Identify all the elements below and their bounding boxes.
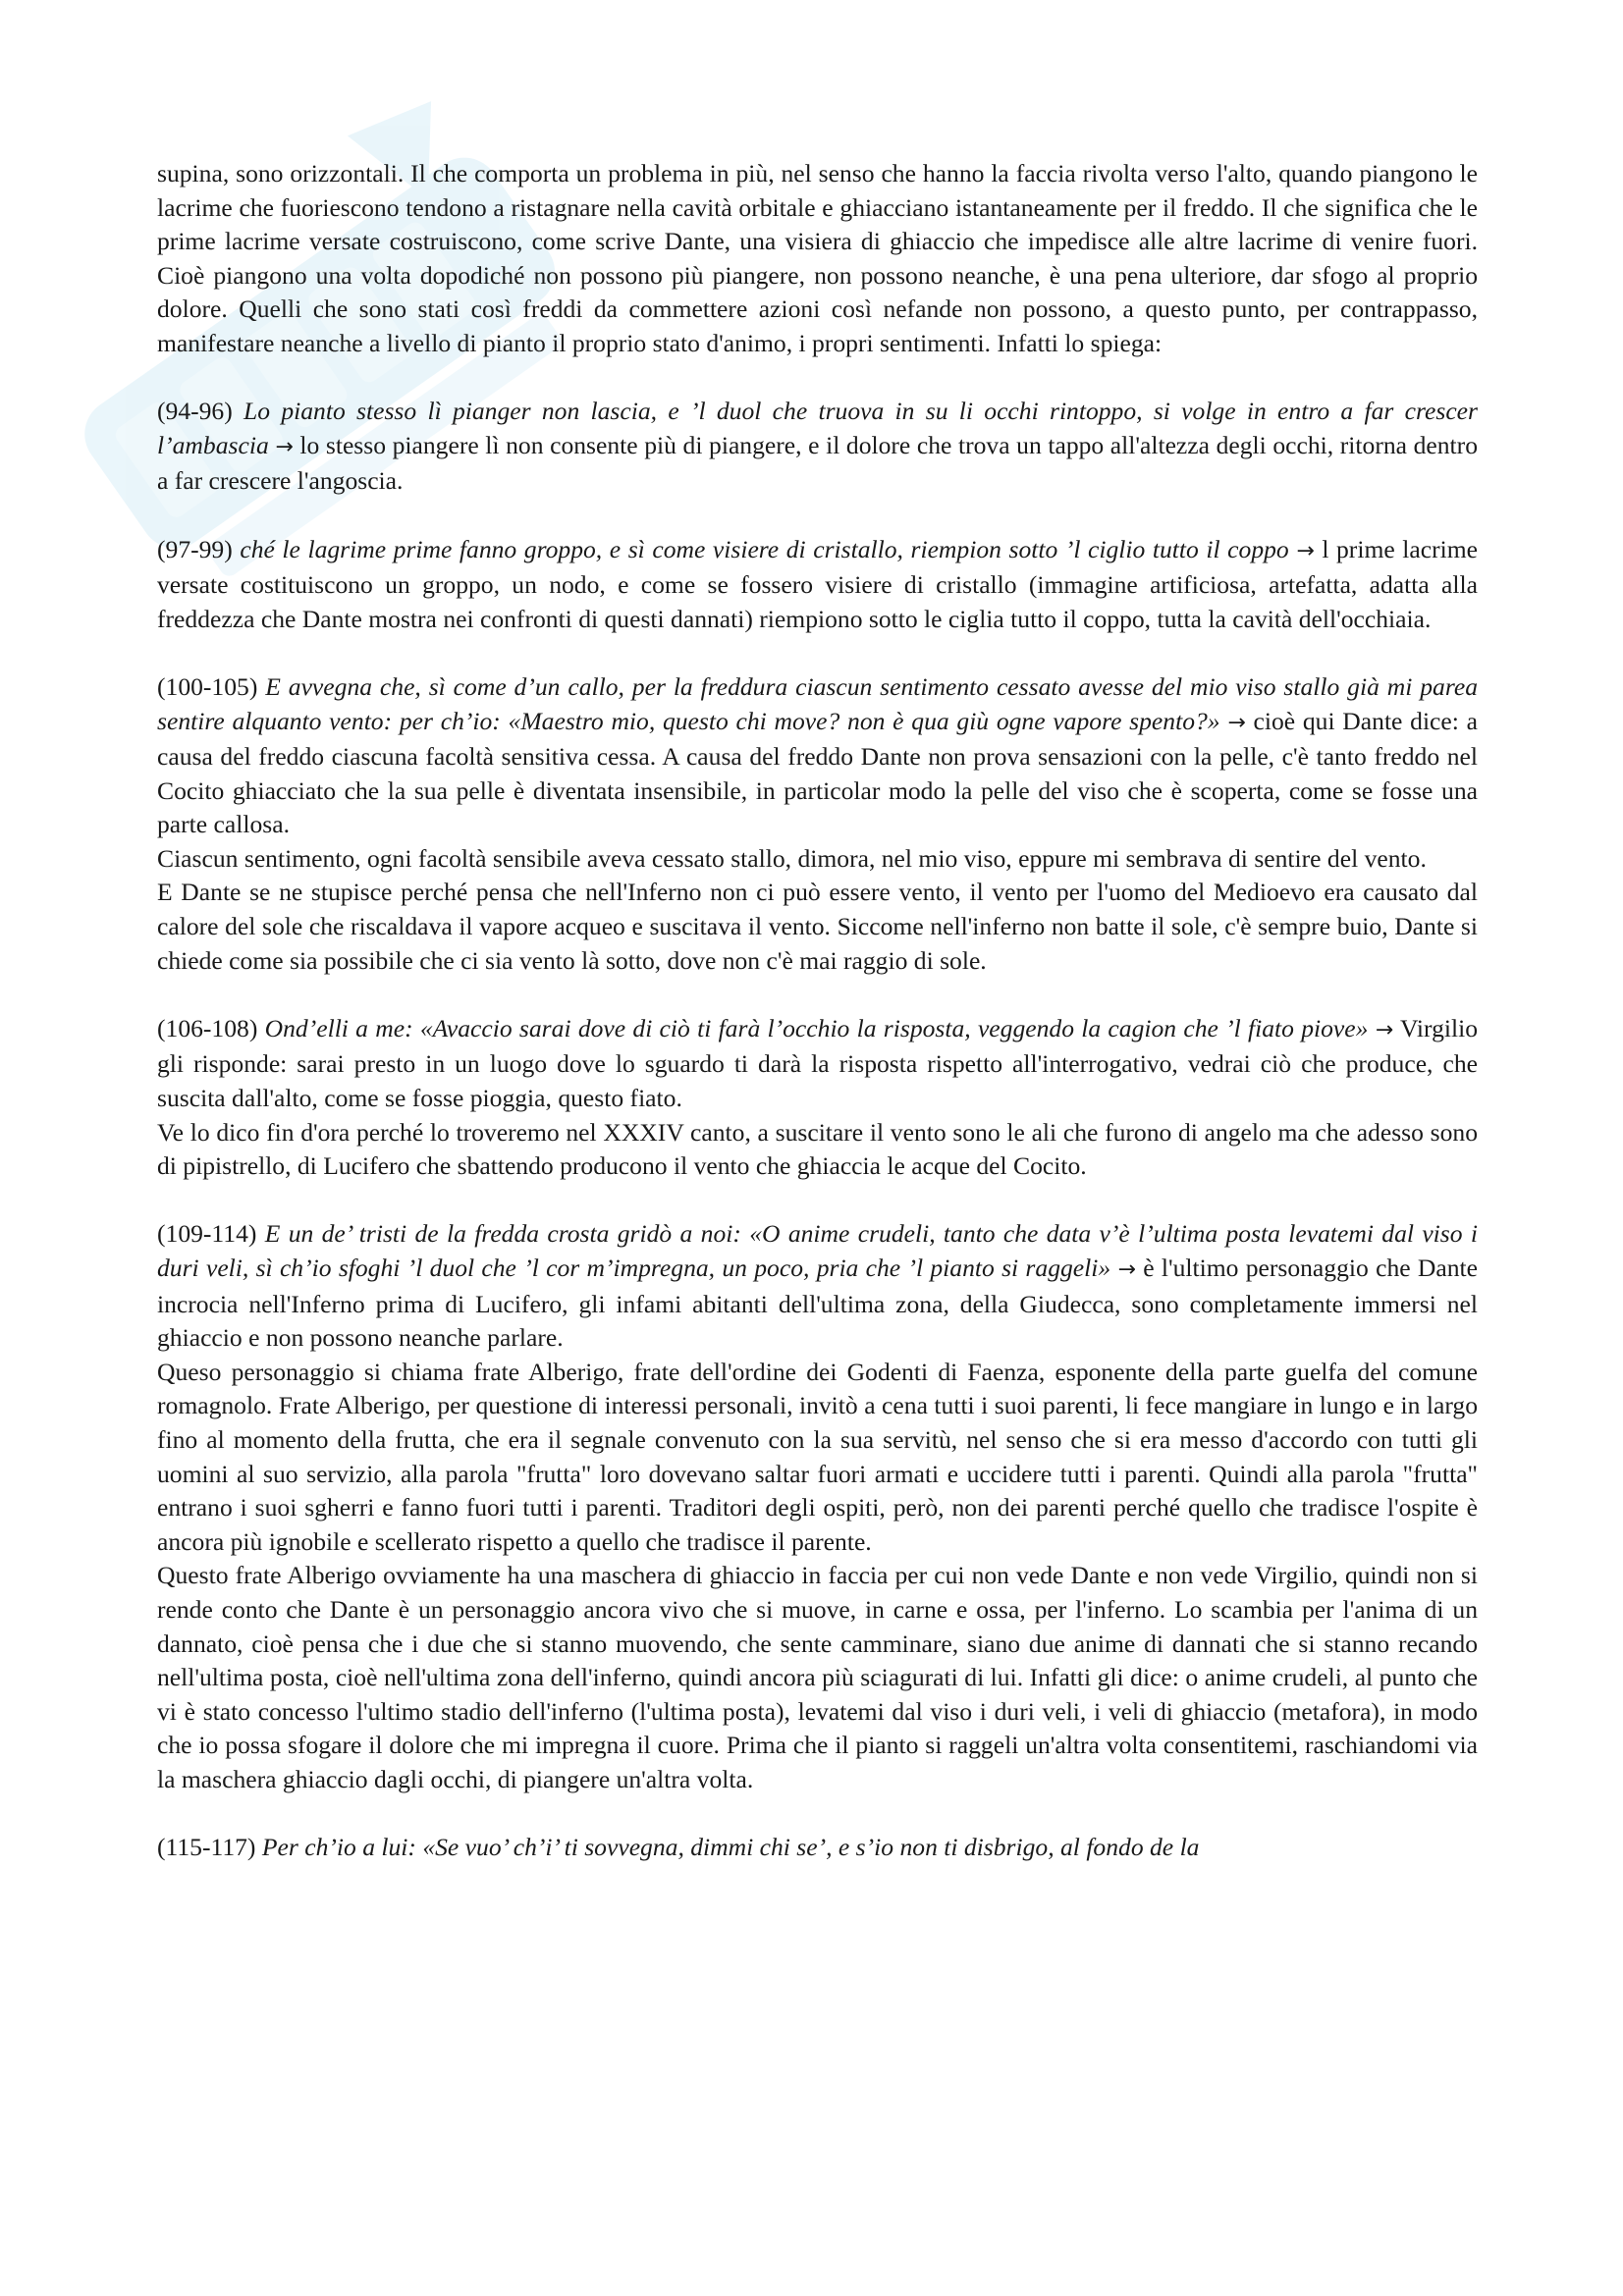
paragraph-text: supina, sono orizzontali. Il che comporta un problema in più, nel senso che hanno la faccia rivolta verso l'alto, quando piangono le lacrime che fuoriescono tendono a ristagnare nella cavità orbitale e ghiacciano istantaneamente per il freddo. Il che significa che le prime lacrime versate costruiscono, come scrive Dante, una visiera di ghiaccio che impedisce alle altre lacrime di venire fuori. Cioè piangono una volta dopodiché non possono più piangere, non possono neanche, è una pena ulteriore, dar sfogo al proprio dolore. Quelli che sono stati così freddi da commettere azioni così nefande non possono, a questo punto, per contrappasso, manifestare neanche a livello di pianto il proprio stato d'animo, i propri sentimenti. Infatti lo spiega: (157, 159, 1478, 357)
verse-paragraph (157, 1012, 1478, 1116)
verse-quote: Lo pianto stesso lì pianger non lascia, e ’l duol che truova in su li occhi rintoppo, si volge in entro a far crescer l’ambascia (157, 397, 1478, 459)
commentary-line: Ve lo dico fin d'ora perché lo troveremo nel XXXIV canto, a suscitare il vento sono le ali che furono di angelo ma che adesso sono di pipistrello, di Lucifero che sbattendo producono il vento che ghiaccia le acque del Cocito. (157, 1117, 1478, 1181)
verse-quote: ché le lagrime prime fanno groppo, e sì come visiere di cristallo, riempion sotto ’l ciglio tutto il coppo (240, 534, 1289, 563)
commentary-line: Questo frate Alberigo ovviamente ha una maschera di ghiaccio in faccia per cui non vede Dante e non vede Virgilio, quindi non si rende conto che Dante è un personaggio ancora vivo che si muove, in carne e ossa, per l'inferno. Lo scambia per l'anima di un dannato, cioè pensa che i due che si stanno muovendo, che sente camminare, siano due anime di dannati che si stanno recando nell'ultima posta, cioè nell'ultima zona dell'inferno, quindi ancora più sciagurati di lui. Infatti gli dice: o anime crudeli, al punto che vi è stato concesso l'ultimo stadio dell'inferno (l'ultima posta), levatemi dal viso i duri veli, i veli di ghiaccio (metafora), in modo che io possa sfogare il dolore che mi impregna il cuore. Prima che il pianto si raggeli un'altra volta consentitemi, raschiandomi via la maschera ghiaccio dagli occhi, di piangere un'altra volta. (157, 1561, 1478, 1793)
verse-gloss: è l'ultimo personaggio che Dante incrocia nell'Inferno prima di Lucifero, gli infami abitanti dell'ultima zona, della Giudecca, sono completamente immersi nel ghiaccio e non possono neanche parlare. (157, 1254, 1478, 1353)
commentary-block-100-105 (157, 670, 1478, 978)
verse-paragraph (157, 1217, 1478, 1355)
commentary-block-109-114 (157, 1217, 1478, 1796)
commentary-line: Queso personaggio si chiama frate Alberigo, frate dell'ordine dei Godenti di Faenza, esponente della parte guelfa del comune romagnolo. Frate Alberigo, per questione di interessi personali, invitò a cena tutti i suoi parenti, li fece mangiare in lungo e in largo fino al momento della frutta, che era il segnale convenuto con la sua servitù, nel senso che si era messo d'accordo con tutti gli uomini al suo servizio, alla parola "frutta" loro dovevano saltar fuori armati e uccidere tutti i parenti. Quindi alla parola "frutta" entrano i suoi sgherri e fanno fuori tutti i parenti. Traditori degli ospiti, però, non dei parenti perché quello che tradisce l'ospite è ancora più ignobile e scellerato rispetto a quello che tradisce il parente. (157, 1357, 1478, 1556)
commentary-block-106-108 (157, 1012, 1478, 1184)
verse-ref: (97-99) (157, 534, 233, 563)
verse-quote: Per ch’io a lui: «Se vuo’ ch’i’ ti sovvegna, dimmi chi se’, e s’io non ti disbrigo, al fondo de la (261, 1833, 1200, 1862)
prose-paragraph (157, 157, 1478, 361)
commentary-block-115-117 (157, 1831, 1478, 1865)
verse-gloss: cioè qui Dante dice: a causa del freddo ciascuna facoltà sensitiva cessa. A causa del freddo Dante non prova sensazioni con la pelle, c'è tanto freddo nel Cocito ghiacciato che la sua pelle è diventata insensibile, in particolar modo la pelle del viso che è scoperta, come se fosse una parte callosa. (157, 706, 1478, 839)
verse-paragraph (157, 1831, 1478, 1865)
commentary-line: E Dante se ne stupisce perché pensa che nell'Inferno non ci può essere vento, il vento per l'uomo del Medioevo era causato dal calore del sole che riscaldava il vapore acqueo e suscitava il vento. Siccome nell'inferno non batte il sole, c'è sempre buio, Dante si chiede come sia possibile che ci sia vento là sotto, dove non c'è mai raggio di sole. (157, 878, 1478, 975)
verse-quote: E avvegna che, sì come d’un callo, per la freddura ciascun sentimento cessato avesse del mio viso stallo già mi parea sentire alquanto vento: per ch’io: «Maestro mio, questo chi move? non è qua giù ogne vapore spento?» (157, 671, 1478, 735)
verse-quote: E un de’ tristi de la fredda crosta gridò a noi: «O anime crudeli, tanto che data v’è l’ultima posta levatemi dal viso i duri veli, sì ch’io sfoghi ’l duol che ’l cor m’impregna, un poco, pria che ’l pianto si raggeli» (157, 1219, 1478, 1282)
verse-paragraph (157, 395, 1478, 499)
document-page (157, 157, 1478, 1898)
verse-gloss: Virgilio gli risponde: sarai presto in un luogo dove lo sguardo ti darà la risposta rispetto all'interrogativo, vedrai ciò che produce, che suscita dall'alto, come se fosse pioggia, questo fiato. (157, 1013, 1479, 1113)
verse-ref: (94-96) (157, 397, 233, 426)
arrow-icon: → (275, 434, 294, 459)
verse-paragraph (157, 670, 1478, 842)
arrow-icon: → (1375, 1017, 1394, 1042)
verse-ref: (100-105) (157, 671, 258, 701)
commentary-block-94-96 (157, 395, 1478, 499)
arrow-icon: → (1227, 710, 1246, 735)
commentary-block-97-99 (157, 533, 1478, 637)
arrow-icon: → (1117, 1257, 1136, 1282)
verse-quote: Ond’elli a me: «Avaccio sarai dove di ciò ti farà l’occhio la risposta, veggendo la cagion che ’l fiato piove» (264, 1013, 1369, 1042)
commentary-line: Ciascun sentimento, ogni facoltà sensibile aveva cessato stallo, dimora, nel mio viso, eppure mi sembrava di sentire del vento. (157, 843, 1427, 873)
verse-ref: (115-117) (157, 1833, 256, 1862)
verse-ref: (106-108) (157, 1013, 258, 1042)
verse-paragraph (157, 533, 1478, 637)
arrow-icon: → (1296, 538, 1315, 563)
verse-gloss: l prime lacrime versate costituiscono un groppo, un nodo, e come se fossero visiere di cristallo (immagine artificiosa, artefatta, adatta alla freddezza che Dante mostra nei confronti di questi dannati) riempiono sotto le ciglia tutto il coppo, tutta la cavità dell'occhiaia. (157, 534, 1479, 633)
verse-ref: (109-114) (157, 1219, 257, 1249)
verse-gloss: lo stesso piangere lì non consente più di piangere, e il dolore che trova un tappo all'altezza degli occhi, ritorna dentro a far crescere l'angoscia. (157, 430, 1478, 496)
